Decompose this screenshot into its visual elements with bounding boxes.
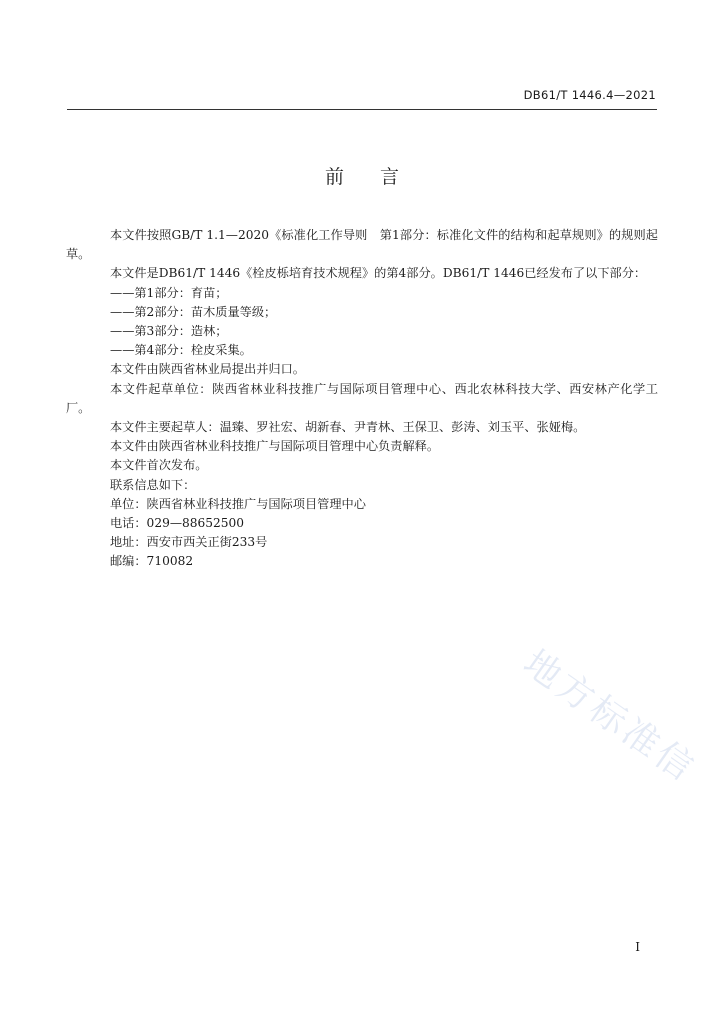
paragraph-drafters: 本文件主要起草人：温臻、罗社宏、胡新春、尹青林、王保卫、彭涛、刘玉平、张娅梅。 — [110, 420, 586, 435]
page-title: 前言 — [324, 166, 435, 188]
contact-phone: 电话：029—88652500 — [110, 516, 245, 531]
foreword-body — [66, 226, 658, 572]
contact-postcode: 邮编：710082 — [110, 554, 194, 569]
paragraph-document-parts: 本文件是DB61/T 1446《栓皮栎培育技术规程》的第4部分。DB61/T 1446已经发布了以下部分： — [110, 266, 647, 281]
document-code: DB61/T 1446.4—2021 — [523, 88, 656, 102]
list-item-part-1: ——第1部分：育苗； — [110, 285, 228, 300]
list-item-part-2: ——第2部分：苗木质量等级； — [110, 304, 277, 319]
paragraph-contact-heading: 联系信息如下： — [110, 477, 196, 492]
paragraph-proposer: 本文件由陕西省林业局提出并归口。 — [110, 362, 305, 377]
contact-unit: 单位：陕西省林业科技推广与国际项目管理中心 — [110, 496, 366, 511]
paragraph-first-release: 本文件首次发布。 — [110, 458, 208, 473]
list-item-part-4: ——第4部分：栓皮采集。 — [110, 343, 252, 358]
contact-address: 地址：西安市西关正街233号 — [110, 535, 268, 550]
watermark: 地方标准信 — [515, 642, 704, 791]
page-number: I — [635, 940, 640, 954]
header-divider — [67, 109, 657, 110]
paragraph-drafting-units: 本文件起草单位：陕西省林业科技推广与国际项目管理中心、西北农林科技大学、西安林产化学工厂。 — [66, 381, 658, 415]
paragraph-interpretation: 本文件由陕西省林业科技推广与国际项目管理中心负责解释。 — [110, 439, 440, 454]
list-item-part-3: ——第3部分：造林； — [110, 324, 228, 339]
paragraph-drafting-rules: 本文件按照GB/T 1.1—2020《标准化工作导则 第1部分：标准化文件的结构和起草规则》的规则起草。 — [66, 228, 658, 262]
